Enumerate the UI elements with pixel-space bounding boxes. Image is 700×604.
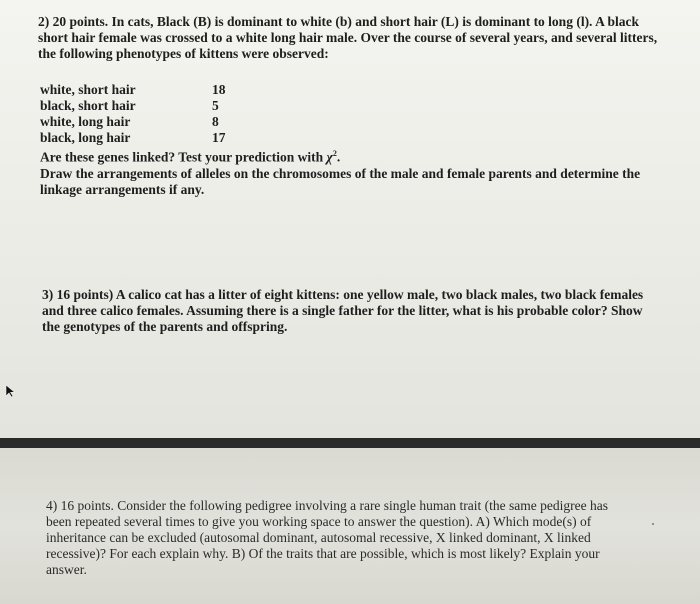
phenotype-count: 17 <box>212 130 226 145</box>
question-2-followup <box>40 146 660 198</box>
question-2-intro <box>38 14 678 62</box>
question-3 <box>42 287 672 335</box>
phenotype-row <box>40 130 280 146</box>
question-4 <box>46 498 661 578</box>
phenotype-row <box>40 98 280 114</box>
question-4-line: 4) 16 points. Consider the following pedigree involving a rare single human trait (the same pedigree has <box>46 498 608 513</box>
question-2-line: the following phenotypes of kittens were observed: <box>38 46 329 61</box>
linked-question-text: Are these genes linked? Test your prediction with <box>40 149 324 165</box>
phenotype-label: white, short hair <box>40 82 136 97</box>
chi-square-period: . <box>336 149 341 165</box>
question-4-line: been repeated several times to give you working space to answer the question). A) Which mode(s) of <box>46 514 592 529</box>
question-4-line: answer. <box>46 562 87 577</box>
linked-question <box>40 146 660 166</box>
phenotype-row <box>40 114 280 130</box>
phenotype-count: 8 <box>212 114 219 129</box>
question-3-line: 3) 16 points) A calico cat has a litter of eight kittens: one yellow male, two black males, two black females <box>42 287 644 302</box>
question-2-line: short hair female was crossed to a white long hair male. Over the course of several years, and several litters, <box>38 30 658 45</box>
chi-square-symbol: χ <box>326 149 333 165</box>
question-2-line: 2) 20 points. In cats, Black (B) is dominant to white (b) and short hair (L) is dominant to long (l). A black <box>38 14 639 29</box>
draw-instruction-line: Draw the arrangements of alleles on the chromosomes of the male and female parents and determine the <box>40 165 641 181</box>
phenotype-label: black, short hair <box>40 98 136 113</box>
question-4-line: recessive)? For each explain why. B) Of the traits that are possible, which is most likely? Explain your <box>46 546 600 561</box>
phenotype-label: black, long hair <box>40 130 131 145</box>
phenotype-count: 18 <box>212 82 226 97</box>
phenotype-count: 5 <box>212 98 219 113</box>
phenotype-table <box>40 82 280 146</box>
page-divider <box>0 438 700 448</box>
question-3-line: and three calico females. Assuming there is a single father for the litter, what is his probable color? Show <box>42 303 643 318</box>
question-4-line: inheritance can be excluded (autosomal dominant, autosomal recessive, X linked dominant, X linked <box>46 530 591 545</box>
phenotype-label: white, long hair <box>40 114 131 129</box>
mouse-pointer-icon <box>4 384 18 398</box>
draw-instruction-line: linkage arrangements if any. <box>40 181 205 197</box>
question-3-line: the genotypes of the parents and offspring. <box>42 319 288 334</box>
paper-speck <box>652 523 654 525</box>
chi-square-exponent: 2 <box>332 149 337 158</box>
phenotype-row <box>40 82 280 98</box>
